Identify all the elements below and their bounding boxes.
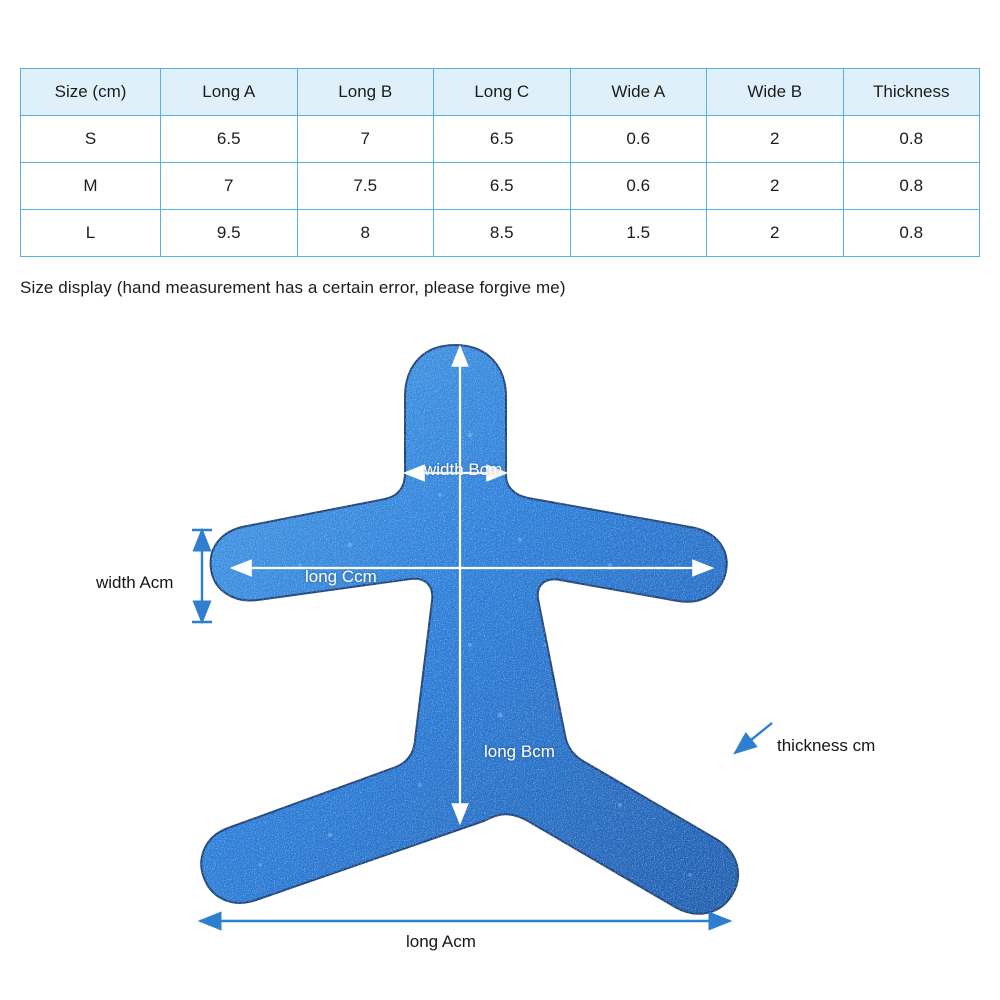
table-header-row (21, 69, 980, 116)
table-header-cell: Size (cm) (21, 69, 161, 116)
table-cell: 2 (707, 210, 844, 257)
label-thickness: thickness cm (777, 736, 876, 755)
table-cell: 1.5 (570, 210, 707, 257)
table-header-cell: Long C (434, 69, 571, 116)
table-header-cell: Long B (297, 69, 434, 116)
table-cell: 0.8 (843, 210, 980, 257)
table-header-cell: Thickness (843, 69, 980, 116)
table-cell: 7.5 (297, 163, 434, 210)
table-cell: 6.5 (434, 116, 571, 163)
table-cell: 8 (297, 210, 434, 257)
table-row (21, 210, 980, 257)
foam-star-shape (201, 345, 738, 914)
table-cell: 0.6 (570, 116, 707, 163)
table-row (21, 163, 980, 210)
label-width-a: width Acm (96, 573, 174, 592)
table-cell: 7 (297, 116, 434, 163)
table-cell: 2 (707, 116, 844, 163)
label-long-a: long Acm (406, 932, 476, 951)
label-long-c: long Ccm (305, 567, 377, 586)
table-header-cell: Wide B (707, 69, 844, 116)
table-cell: 0.6 (570, 163, 707, 210)
table-cell: 6.5 (434, 163, 571, 210)
label-long-b: long Bcm (484, 742, 555, 761)
arrow-thickness (735, 723, 772, 753)
table-cell: 8.5 (434, 210, 571, 257)
table-header-cell: Wide A (570, 69, 707, 116)
table-cell: 0.8 (843, 163, 980, 210)
product-measurement-figure (0, 315, 1000, 985)
size-display-caption: Size display (hand measurement has a certain error, please forgive me) (20, 278, 566, 297)
table-cell: 9.5 (161, 210, 298, 257)
table-cell: L (21, 210, 161, 257)
table-cell: 0.8 (843, 116, 980, 163)
table-cell: S (21, 116, 161, 163)
size-table-container (20, 68, 980, 257)
table-cell: 7 (161, 163, 298, 210)
table-row (21, 116, 980, 163)
size-table (20, 68, 980, 257)
table-header-cell: Long A (161, 69, 298, 116)
table-cell: M (21, 163, 161, 210)
figure-svg (0, 315, 1000, 985)
label-width-b: width Bcm (424, 460, 503, 479)
table-cell: 6.5 (161, 116, 298, 163)
table-cell: 2 (707, 163, 844, 210)
